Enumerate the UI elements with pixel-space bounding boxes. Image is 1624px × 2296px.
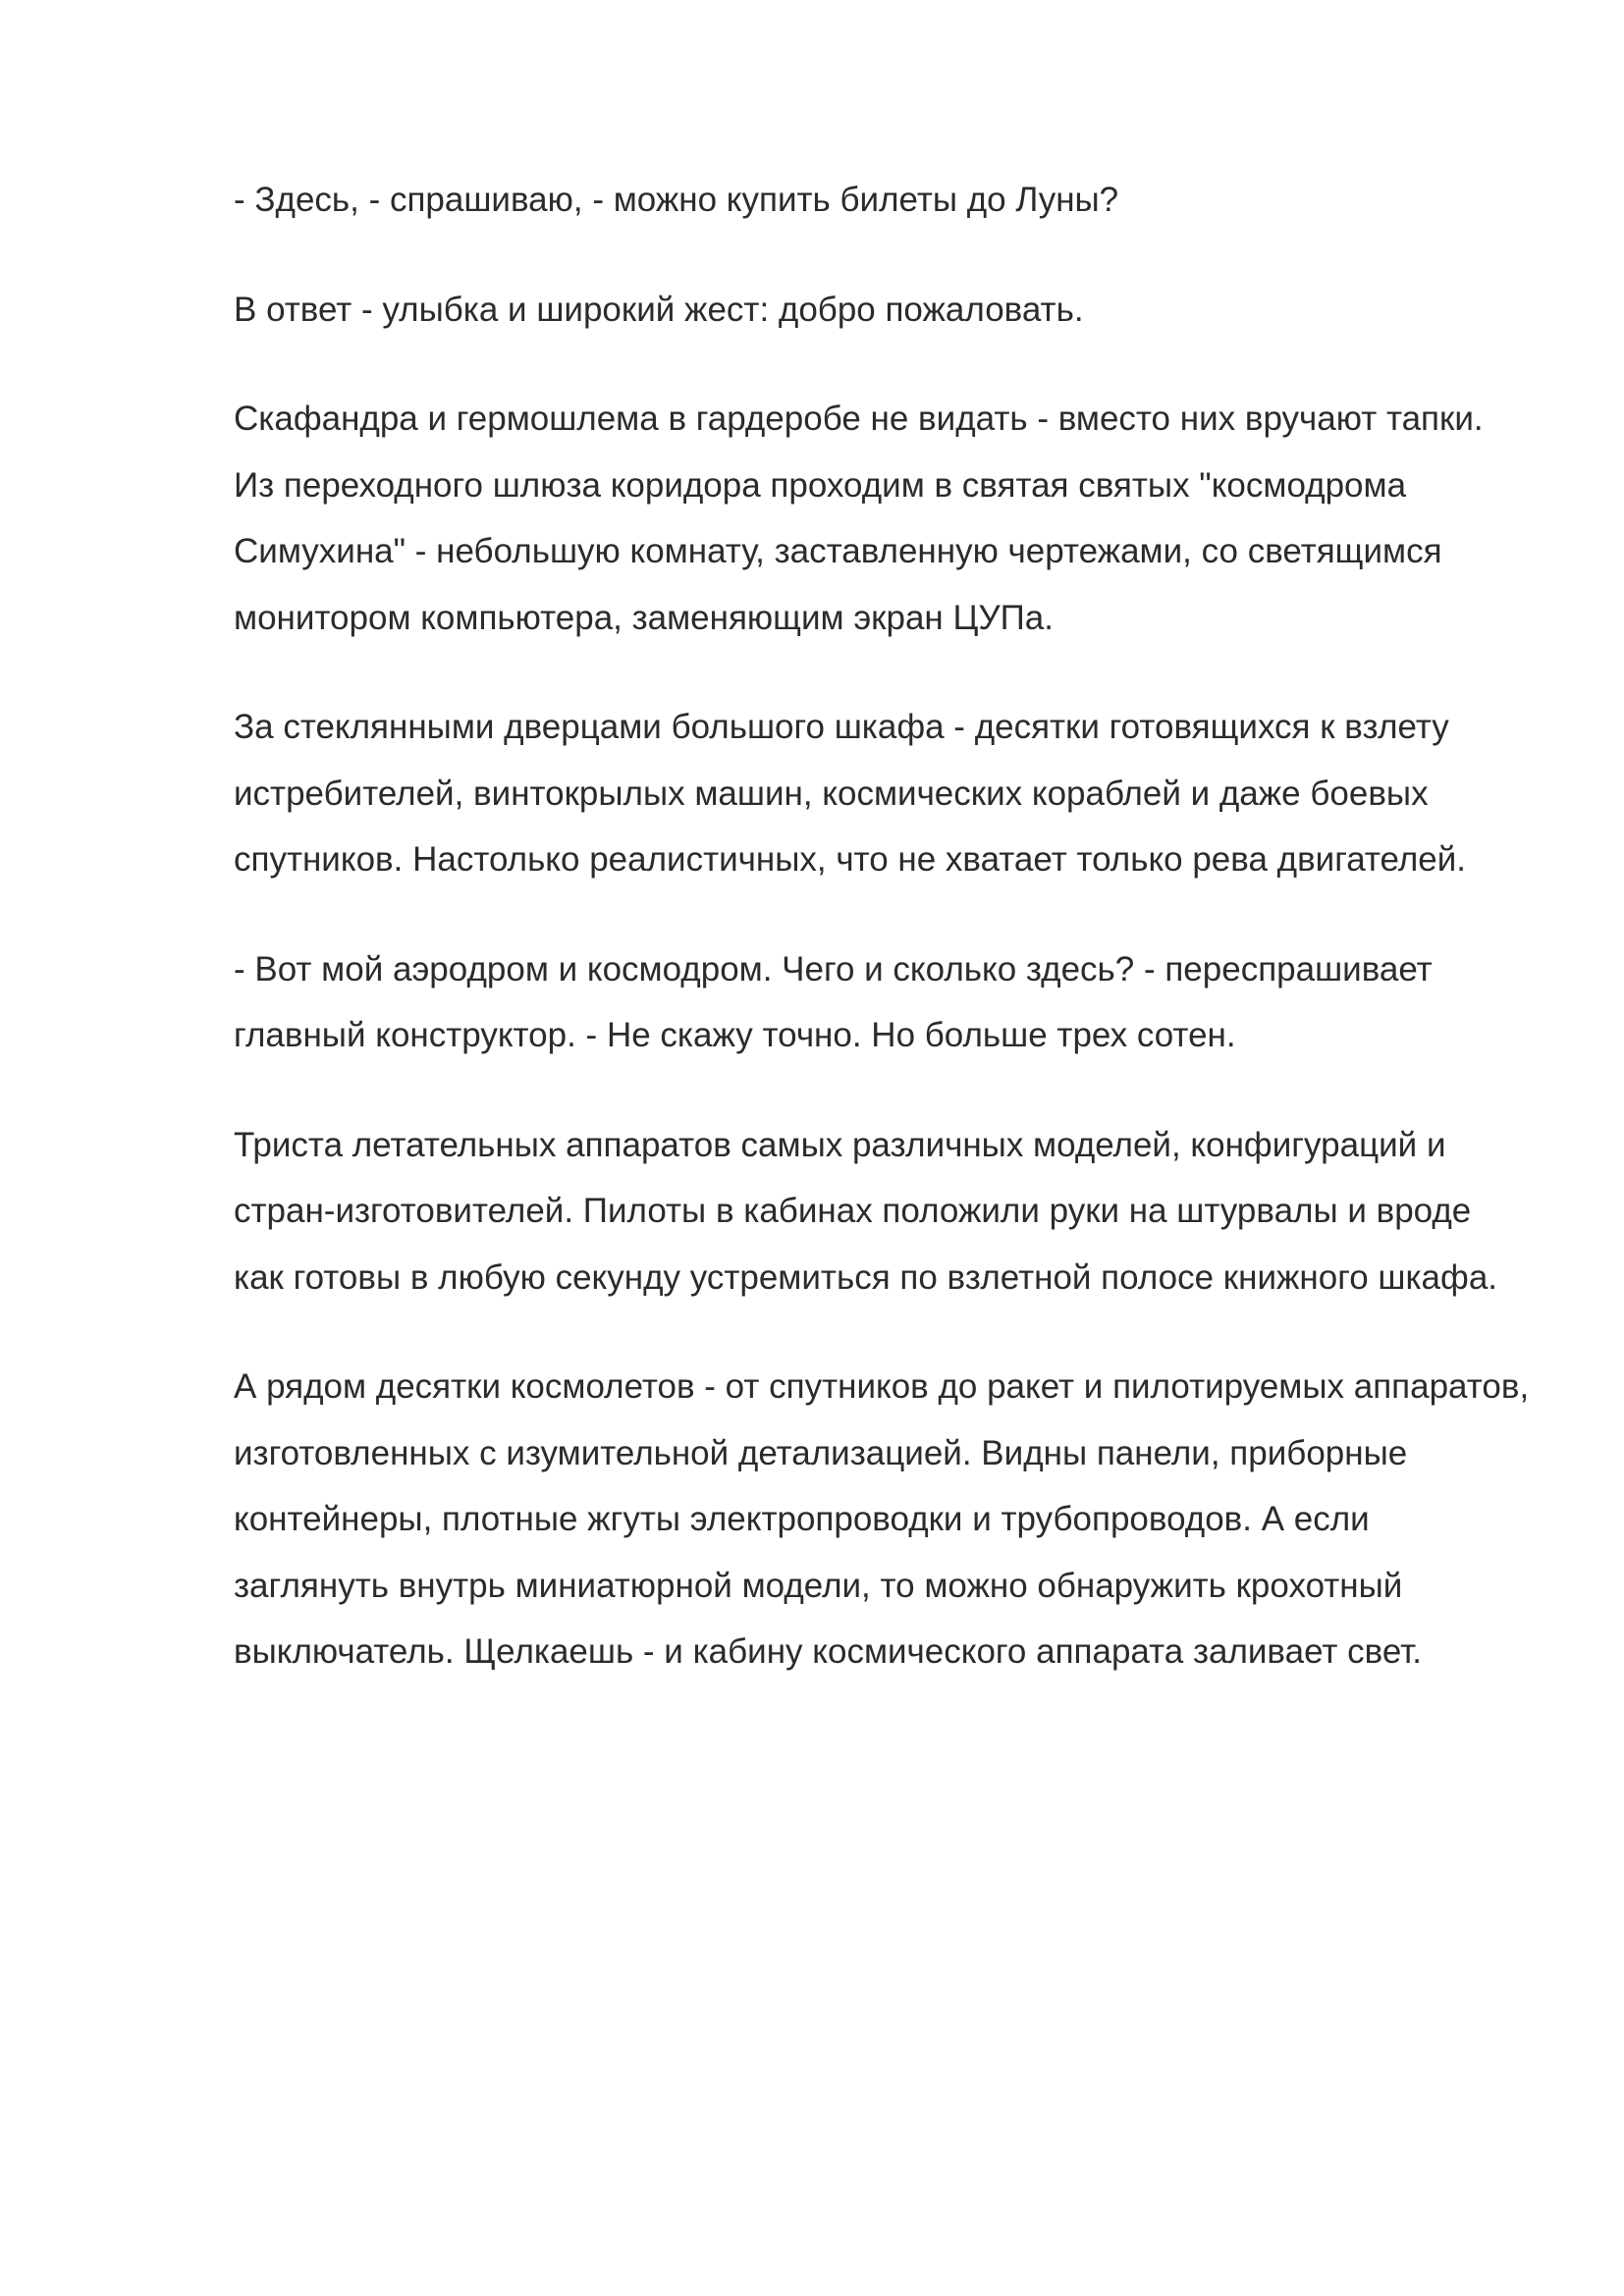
paragraph: Скафандра и гермошлема в гардеробе не видать - вместо них вручают тапки. Из переходного шлюза коридора проходим в святая святых "космодрома Симухина" - небольшую комнату, заставленную чертежами, со светящимся монитором компьютера, заменяющим экран ЦУПа. [234,400,1484,637]
paragraph: В ответ - улыбка и широкий жест: добро пожаловать. [234,290,1084,329]
paragraph: - Здесь, - спрашиваю, - можно купить билеты до Луны? [234,181,1119,219]
paragraph: - Вот мой аэродром и космодром. Чего и сколько здесь? - переспрашивает главный конструктор. - Не скажу точно. Но больше трех сотен. [234,949,1433,1054]
paragraph: Триста летательных аппаратов самых различных моделей, конфигураций и стран-изготовителей. Пилоты в кабинах положили руки на штурвалы и вроде как готовы в любую секунду устремиться по взлетной полосе книжного шкафа. [234,1125,1498,1297]
paragraph: А рядом десятки космолетов - от спутников до ракет и пилотируемых аппаратов, изготовленных с изумительной детализацией. Видны панели, приборные контейнеры, плотные жгуты электропроводки и трубопроводов. А если заглянуть внутрь миниатюрной модели, то можно обнаружить крохотный выключатель. Щелкаешь - и кабину космического аппарата заливает свет. [234,1367,1530,1671]
paragraph: За стеклянными дверцами большого шкафа - десятки готовящихся к взлету истребителей, винтокрылых машин, космических кораблей и даже боевых спутников. Настолько реалистичных, что не хватает только рева двигателей. [234,708,1467,879]
document-body [234,167,1530,1729]
